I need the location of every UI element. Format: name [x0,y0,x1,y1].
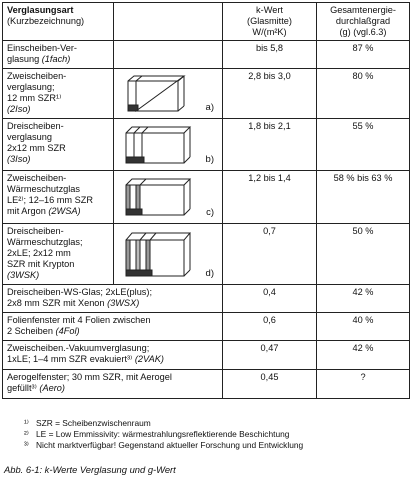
row-g-value: 40 % [317,313,410,341]
footnote [24,418,151,428]
row-desc-line: Zweischeiben- [7,173,67,183]
row-desc [3,69,114,119]
row-desc-line: glasung [7,54,40,64]
header-k [223,3,317,41]
row-desc-line: 12 mm SZR¹⁾ [7,93,62,103]
row-abbr: (4Fol) [55,326,80,336]
row-abbr: (Aero) [39,383,65,393]
glazing-table [2,2,410,399]
header-figure [114,3,223,41]
row-desc-line: Zweischeiben.-Vakuumverglasung; [7,343,150,353]
row-desc [3,341,223,370]
figure-caption: Abb. 6-1: k-Werte Verglasung und g-Wert [4,464,176,475]
row-g-value: 55 % [317,119,410,171]
table-row [3,285,410,313]
row-desc [3,313,223,341]
table-row [3,69,410,119]
row-desc-line: Wärmeschutzglas [7,184,81,194]
footnote-marker: ¹⁾ [24,418,29,428]
row-desc-line: verglasung [7,132,52,142]
row-figure [114,224,223,285]
row-abbr: (2VAK) [134,354,164,364]
row-k-value: 0,45 [223,370,317,399]
row-abbr: (3Iso) [7,154,31,164]
table-row [3,341,410,370]
figure-label: d) [205,268,214,279]
row-abbr: (3WSX) [107,298,140,308]
row-abbr: (2Iso) [7,104,31,114]
footnote-marker: ³⁾ [24,440,29,450]
figure-label: b) [205,154,214,165]
table-row [3,119,410,171]
header-g [317,3,410,41]
table-header-row [3,3,410,41]
row-k-value: 2,8 bis 3,0 [223,69,317,119]
table-row [3,313,410,341]
row-desc-line: 2x8 mm SZR mit Xenon [7,298,105,308]
footnote-marker: ²⁾ [24,429,29,439]
row-figure [114,171,223,224]
row-g-value: 58 % bis 63 % [317,171,410,224]
header-k-l2: (Glasmitte) [247,16,292,26]
figure-label: c) [206,207,214,218]
row-desc [3,41,114,69]
row-g-value: 87 % [317,41,410,69]
table-row [3,370,410,399]
footnote-text: SZR = Scheibenzwischenraum [36,418,151,428]
low-e-double-glazing-icon [122,177,192,219]
table-row [3,171,410,224]
header-type-title: Verglasungsart [7,5,74,15]
row-desc [3,285,223,313]
row-desc [3,171,114,224]
header-k-l1: k-Wert [256,5,283,15]
row-k-value: 0,4 [223,285,317,313]
row-desc-line: Einscheiben-Ver- [7,43,77,53]
row-desc-line: Wärmeschutzglas; [7,237,83,247]
row-figure [114,69,223,119]
row-desc-line: 1xLE; 1–4 mm SZR evakuiert³⁾ [7,354,133,364]
row-desc [3,119,114,171]
header-type [3,3,114,41]
footnote [24,440,303,450]
row-g-value: 42 % [317,341,410,370]
row-g-value: 42 % [317,285,410,313]
row-desc-line: Folienfenster mit 4 Folien zwischen [7,315,151,325]
row-desc-line: Zweischeiben- [7,71,67,81]
row-desc-line: SZR mit Krypton [7,259,75,269]
row-desc-line: Dreischeiben- [7,226,64,236]
row-desc-line: verglasung; [7,82,55,92]
low-e-triple-glazing-icon [122,230,192,280]
row-desc-line: 2xLE; 2x12 mm [7,248,71,258]
row-desc-line: Dreischeiben- [7,121,64,131]
row-k-value: 0,7 [223,224,317,285]
row-k-value: 0,6 [223,313,317,341]
row-g-value: ? [317,370,410,399]
figure-label: a) [205,102,214,113]
header-g-l2: durchlaßgrad [335,16,391,26]
row-desc-line: LE²⁾; 12–16 mm SZR [7,195,93,205]
row-desc-line: 2x12 mm SZR [7,143,66,153]
row-figure [114,119,223,171]
row-desc-line: Aerogelfenster; 30 mm SZR, mit Aerogel [7,372,172,382]
row-desc-line: gefüllt³⁾ [7,383,37,393]
row-figure [114,41,223,69]
row-k-value: 0,47 [223,341,317,370]
table-row [3,224,410,285]
row-g-value: 80 % [317,69,410,119]
header-type-sub: (Kurzbezeichnung) [7,16,85,26]
row-abbr: (1fach) [41,54,71,64]
row-abbr: (3WSK) [7,270,40,280]
header-k-l3: W/(m²K) [252,27,287,37]
row-desc-line: Dreischeiben-WS-Glas; 2xLE(plus); [7,287,153,297]
footnote-text: LE = Low Emmissivity: wärmestrahlungsreflektierende Beschichtung [36,429,290,439]
header-g-l1: Gesamtenergie- [330,5,396,15]
row-k-value: bis 5,8 [223,41,317,69]
footnote-text: Nicht marktverfügbar! Gegenstand aktueller Forschung und Entwicklung [36,440,304,450]
double-glazing-icon [122,75,186,115]
row-k-value: 1,2 bis 1,4 [223,171,317,224]
triple-glazing-icon [122,125,192,167]
row-desc-line: 2 Scheiben [7,326,53,336]
row-k-value: 1,8 bis 2,1 [223,119,317,171]
row-desc [3,370,223,399]
row-g-value: 50 % [317,224,410,285]
row-desc [3,224,114,285]
table-row [3,41,410,69]
footnote [24,429,289,439]
row-desc-line: mit Argon [7,206,46,216]
row-abbr: (2WSA) [48,206,81,216]
header-g-l3: (g) (vgl.6.3) [339,27,387,37]
